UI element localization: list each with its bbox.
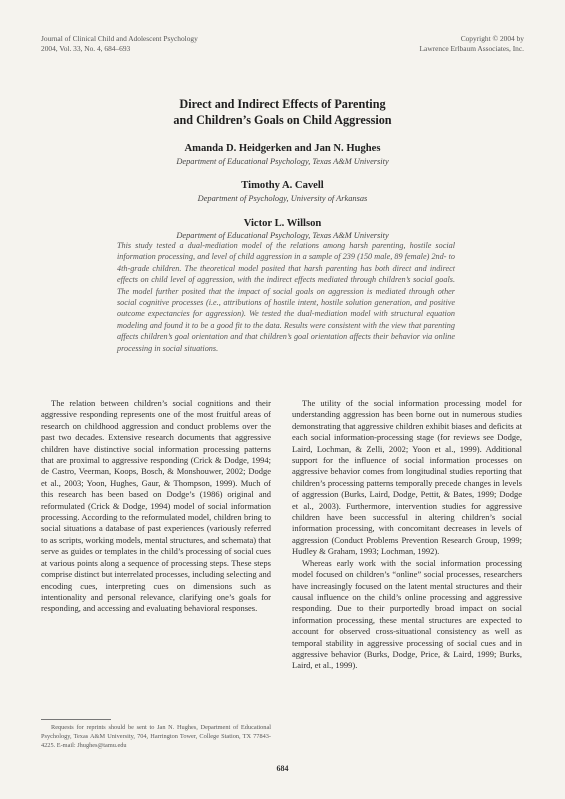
journal-volume: 2004, Vol. 33, No. 4, 684–693 (41, 43, 131, 53)
journal-name: Journal of Clinical Child and Adolescent Psychology (41, 34, 198, 43)
paragraph: The relation between children’s social cognitions and their aggressive responding represents one of the most fruitful areas of research on childhood aggression and conduct problems over the past two decades. Extensive research documents that aggressive children have distinctive social information processing patterns that are proximal to aggressive responding (Crick & Dodge, 1994; de Castro, Veerman, Koops, Bosch, & Monshouwer, 2002; Dodge et al., 2003; Yoon, Hughes, Gaur, & Thompson, 1999). Much of this research has been based on Dodge’s (1986) original and reformulated (Crick & Dodge, 1994) model of social information processing. According to the reformulated model, children bring to social situations a database of past experiences (variously referred to as scripts, working models, mental structures, and schemata) that serve as guides or templates in the child’s processing of social cues at various points along a sequence of processing steps. These steps comprise distinct but interrelated processes, including selecting and encoding cues, interpreting cues on dimensions such as intentionality and personal relevance, clarifying one’s goals for responding, and accessing and evaluating behavioral responses. (41, 398, 271, 614)
title-line-1: Direct and Indirect Effects of Parenting (179, 97, 386, 111)
paragraph: Whereas early work with the social information processing model focused on children’s “online” social processes, researchers have increasingly focused on the latent mental structures and their causal influence on the child’s online processing and aggressive responding. Due to their purportedly broad impact on social information processing, these mental structures are expected to account for observed cross-situational consistency as well as temporal stability in aggressive processing of social cues and in aggressive behavior (Burks, Dodge, Price, & Laird, 1999; Burks, Laird, et al., 1999). (292, 557, 522, 671)
journal-citation (41, 34, 198, 54)
copyright-notice (420, 34, 524, 54)
running-header (41, 34, 524, 58)
paragraph: The utility of the social information processing model for understanding aggression has been borne out in numerous studies demonstrating that aggressive children exhibit biases and deficits at each social information-processing stage (for reviews see Dodge, Laird, Lochman, & Zelli, 2002; Yoon et al., 1999). Additional support for the influence of social information processes on aggressive behavior comes from longitudinal studies reporting that children’s processing patterns temporally precede changes in levels of aggression (Burks, Laird, Dodge, Pettit, & Bates, 1999; Dodge et al., 2003). Furthermore, intervention studies for aggressive children have been successful in altering children’s social information processing, with concomitant decreases in levels of aggression (Conduct Problems Prevention Research Group, 1999; Hudley & Graham, 1993; Lochman, 1992). (292, 398, 522, 557)
footnote: Requests for reprints should be sent to Jan N. Hughes, Department of Educational Psychology, Texas A&M University, 704, Harrington Tower, College Station, TX 77843-4225. E-mail: Jhughes@tamu.edu (41, 724, 271, 749)
title-line-2: and Children’s Goals on Child Aggression (173, 113, 392, 128)
footnote-divider (41, 719, 111, 720)
author-2: Timothy A. Cavell (241, 180, 324, 192)
copyright-year: Copyright © 2004 by (460, 34, 524, 43)
affiliation-1: Department of Educational Psychology, Texas A&M University (176, 156, 389, 166)
affiliation-2: Department of Psychology, University of Arkansas (197, 194, 368, 204)
author-1: Amanda D. Heidgerken and Jan N. Hughes (184, 143, 381, 155)
body-column-left (41, 398, 271, 615)
body-column-right (292, 398, 522, 672)
article-title (0, 96, 565, 128)
title-block (0, 96, 565, 242)
author-3: Victor L. Willson (243, 217, 322, 229)
page-number: 684 (276, 764, 289, 773)
affiliation-3: Department of Educational Psychology, Texas A&M University (176, 231, 389, 241)
abstract: This study tested a dual-mediation model of the relations among harsh parenting, hostile social information processing, and level of child aggression in a sample of 239 (150 male, 89 female) 2nd- to 4th-grade children. The theoretical model posited that harsh parenting has both direct and indirect effects on child level of aggression, with the indirect effects mediated through children’s social goals. The model further posited that the impact of social goals on aggression is mediated through other social cognitive processes (i.e., attributions of hostile intent, hostile solution generation, and positive outcome expectancies for aggression). We tested the dual-mediation model with structural equation modeling and found it to be a good fit to the data. Results were consistent with the view that parenting affects children’s goal orientation and that children’s goal orientation affects their behavior via online processing in social situations. (117, 241, 455, 353)
publisher-name: Lawrence Erlbaum Associates, Inc. (419, 43, 524, 53)
